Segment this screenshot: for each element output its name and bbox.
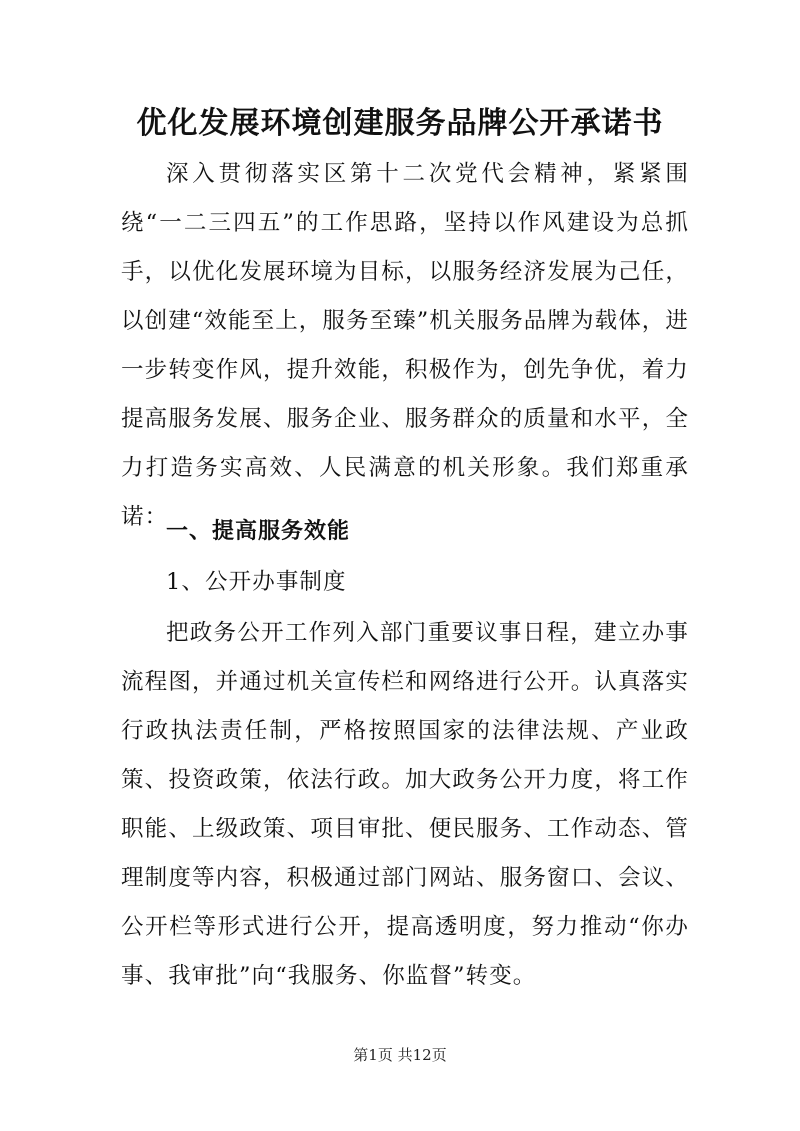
intro-paragraph-block: [121, 150, 689, 542]
section-heading: 一、提高服务效能: [166, 519, 351, 544]
document-title: 优化发展环境创建服务品牌公开承诺书: [136, 106, 664, 141]
subsection-heading: 1、公开办事制度: [166, 569, 347, 595]
intro-paragraph: 深入贯彻落实区第十二次党代会精神，紧紧围绕“一二三四五”的工作思路，坚持以作风建设为总抓手，以优化发展环境为目标，以服务经济发展为己任，以创建“效能至上，服务至臻”机关服务品牌为载体，进一步转变作风，提升效能，积极作为，创先争优，着力提高服务发展、服务企业、服务群众的质量和水平，全力打造务实高效、人民满意的机关形象。我们郑重承诺：: [121, 161, 690, 530]
subsection-paragraph: 把政务公开工作列入部门重要议事日程，建立办事流程图，并通过机关宣传栏和网络进行公开。认真落实行政执法责任制，严格按照国家的法律法规、产业政策、投资政策，依法行政。加大政务公开力度，将工作职能、上级政策、项目审批、便民服务、工作动态、管理制度等内容，积极通过部门网站、服务窗口、会议、公开栏等形式进行公开，提高透明度，努力推动“你办事、我审批”向“我服务、你监督”转变。: [121, 620, 689, 989]
subsection-paragraph-block: [121, 609, 689, 1001]
page-footer: 第1页 共12页: [353, 1046, 447, 1064]
